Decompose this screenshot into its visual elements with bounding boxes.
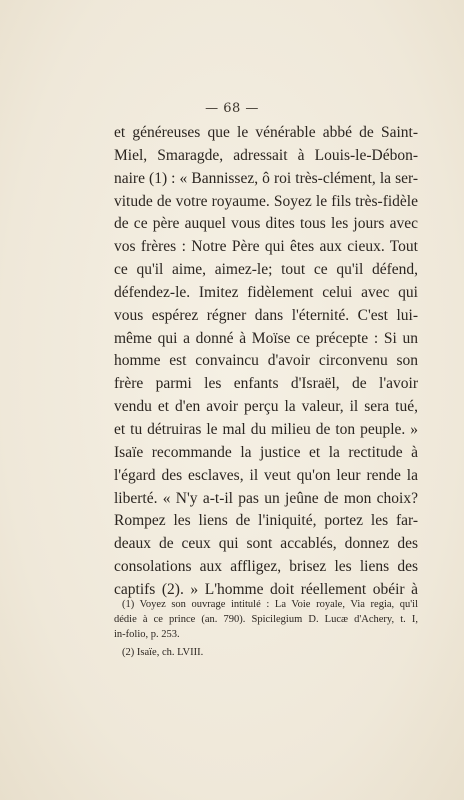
text-line: naire (1) : « Bannissez, ô roi très-clément, la ser- xyxy=(114,169,418,187)
text-line: vous espérez régner dans l'éternité. C'est lui- xyxy=(114,306,418,324)
text-line: ce qu'il aime, aimez-le; tout ce qu'il défend, xyxy=(114,261,418,279)
text-line: Miel, Smaragde, adressait à Louis-le-Débon- xyxy=(114,146,418,164)
text-line: vos frères : Notre Père qui êtes aux cieux. Tout xyxy=(114,238,418,256)
body-text xyxy=(114,122,418,602)
text-line: homme est convaincu d'avoir circonvenu son xyxy=(114,352,418,370)
text-line: même qui a donné à Moïse ce précepte : Si un xyxy=(114,329,418,347)
text-line: et généreuses que le vénérable abbé de Saint- xyxy=(114,124,418,141)
text-line: deaux de ceux qui sont accablés, donnez des xyxy=(114,535,418,553)
footnote-line: in-folio, p. 253. xyxy=(114,629,180,640)
footnotes xyxy=(114,597,418,660)
text-line: Isaïe recommande la justice et la rectitude à xyxy=(114,443,418,461)
text-line: l'égard des esclaves, il veut qu'on leur rende la xyxy=(114,466,418,484)
text-line: vendu et d'en avoir perçu la valeur, il sera tué, xyxy=(114,398,418,416)
footnote-line: (1) Voyez son ouvrage intitulé : La Voie royale, Via regia, qu'il xyxy=(122,599,418,610)
footnote-line: (2) Isaïe, ch. LVIII. xyxy=(122,647,204,658)
text-line: et tu détruiras le mal du milieu de ton peuple. » xyxy=(114,420,418,438)
text-line: vitude de votre royaume. Soyez le fils très-fidèle xyxy=(114,192,418,210)
page-number: — 68 — xyxy=(205,101,259,116)
text-line: défendez-le. Imitez fidèlement celui avec qui xyxy=(114,283,418,301)
text-line: de ce père auquel vous dites tous les jours avec xyxy=(114,215,418,233)
footnote-line: dédie à ce prince (an. 790). Spicilegium D. Lucæ d'Achery, t. I, xyxy=(114,614,418,625)
text-line: frère parmi les enfants d'Israël, de l'avoir xyxy=(114,375,418,393)
text-line: liberté. « N'y a-t-il pas un jeûne de mon choix? xyxy=(114,489,418,507)
text-line: Rompez les liens de l'iniquité, portez les far- xyxy=(114,512,418,530)
text-line: consolations aux affligez, brisez les liens des xyxy=(114,558,418,576)
text-line: captifs (2). » L'homme doit réellement obéir à xyxy=(114,580,418,598)
